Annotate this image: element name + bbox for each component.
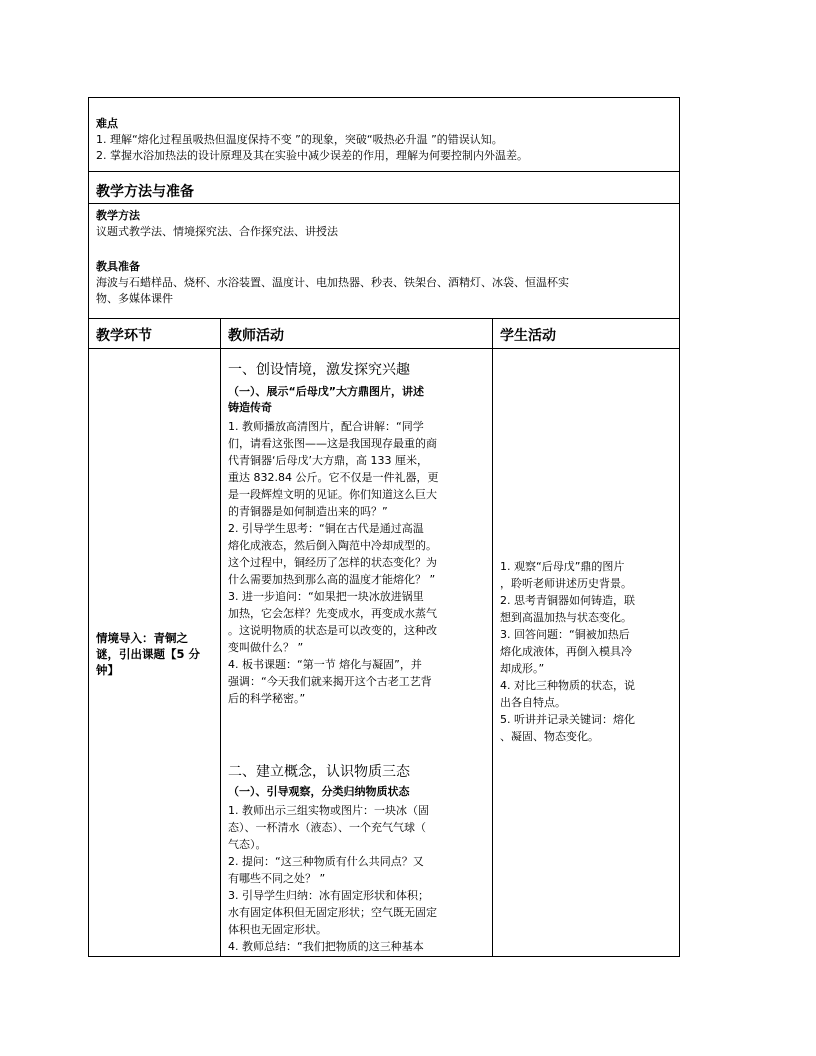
difficulty-item: 2. 掌握水浴加热法的设计原理及其在实验中减少误差的作用，理解为何要控制内外温差。 bbox=[96, 149, 528, 162]
teacher-line: 体积也无固定形状。 bbox=[228, 923, 327, 936]
teacher-line: 们，请看这张图——这是我国现存最重的商 bbox=[228, 437, 437, 450]
rule-after-methods-title bbox=[88, 203, 680, 204]
teacher-part1-body bbox=[228, 418, 438, 707]
header-stage: 教学环节 bbox=[96, 328, 152, 344]
methods-text: 议题式教学法、情境探究法、合作探究法、讲授法 bbox=[96, 225, 338, 238]
teacher-part2-title: 二、建立概念，认识物质三态 bbox=[228, 764, 410, 780]
teacher-line: 3. 引导学生归纳：冰有固定形状和体积； bbox=[228, 889, 429, 902]
teacher-line: 3. 进一步追问：“如果把一块冰放进锅里 bbox=[228, 590, 424, 603]
teacher-line: 气态）。 bbox=[228, 838, 267, 851]
teacher-line: 什么需要加热到那么高的温度才能熔化？ ” bbox=[228, 573, 436, 586]
prep-text: 物、多媒体课件 bbox=[96, 292, 173, 305]
stage-line: 谜，引出课题【5 分 bbox=[96, 647, 201, 661]
teacher-line: 4. 教师总结：“我们把物质的这三种基本 bbox=[228, 940, 424, 953]
student-line: 4. 对比三种物质的状态，说 bbox=[500, 679, 635, 692]
teacher-part2-body bbox=[228, 802, 437, 955]
teacher-part1-subtitle bbox=[228, 384, 424, 416]
teacher-line: 加热，它会怎样？先变成水，再变成水蒸气 bbox=[228, 607, 437, 620]
teacher-line: 1. 教师出示三组实物或图片：一块冰（固 bbox=[228, 804, 429, 817]
column-divider-1 bbox=[220, 318, 221, 957]
teacher-line: 熔化成液态，然后倒入陶范中冷却成型的。 bbox=[228, 539, 437, 552]
rule-after-difficulty bbox=[88, 171, 680, 172]
teacher-line: 态）、一杯清水（液态）、一个充气气球（ bbox=[228, 821, 426, 834]
teacher-line: 2. 引导学生思考：“铜在古代是通过高温 bbox=[228, 522, 424, 535]
stage-line: 情境导入：青铜之 bbox=[96, 631, 188, 645]
teacher-line: 2. 提问：“这三种物质有什么共同点？又 bbox=[228, 855, 424, 868]
difficulty-block bbox=[96, 116, 528, 164]
teacher-line: 是一段辉煌文明的见证。你们知道这么巨大 bbox=[228, 488, 437, 501]
student-line: 想到高温加热与状态变化。 bbox=[500, 611, 632, 624]
student-line: 3. 回答问题：“铜被加热后 bbox=[500, 628, 630, 641]
teacher-line: 重达 832.84 公斤。它不仅是一件礼器，更 bbox=[228, 471, 439, 484]
teacher-line: 1. 教师播放高清图片，配合讲解：“同学 bbox=[228, 420, 424, 433]
prep-heading: 教具准备 bbox=[96, 260, 140, 273]
teacher-line: 有哪些不同之处？ ” bbox=[228, 872, 326, 885]
methods-section-title: 教学方法与准备 bbox=[96, 184, 194, 200]
column-divider-2 bbox=[492, 318, 493, 957]
student-line: 5. 听讲并记录关键词：熔化 bbox=[500, 713, 635, 726]
student-line: 出各自特点。 bbox=[500, 696, 566, 709]
stage-cell bbox=[96, 630, 200, 678]
student-line: 却成形。” bbox=[500, 662, 545, 675]
header-student: 学生活动 bbox=[500, 328, 556, 344]
teacher-line: 的青铜器是如何制造出来的吗？” bbox=[228, 505, 388, 518]
difficulty-heading: 难点 bbox=[96, 117, 118, 130]
teacher-line: 这个过程中，铜经历了怎样的状态变化？为 bbox=[228, 556, 437, 569]
rule-after-table-header bbox=[88, 348, 680, 349]
teacher-part2-subtitle: （一）、引导观察，分类归纳物质状态 bbox=[228, 785, 410, 798]
teacher-line: 4. 板书课题：“第一节 熔化与凝固”，并 bbox=[228, 658, 422, 671]
stage-line: 钟】 bbox=[96, 663, 119, 677]
student-cell bbox=[500, 558, 635, 745]
student-line: 2. 思考青铜器如何铸造，联 bbox=[500, 594, 635, 607]
prep-block bbox=[96, 259, 569, 307]
teacher-line: 后的科学秘密。” bbox=[228, 692, 306, 705]
header-teacher: 教师活动 bbox=[228, 328, 284, 344]
student-line: 1. 观察“后母戊”鼎的图片 bbox=[500, 560, 625, 573]
subtitle-line: （一）、展示“后母戊”大方鼎图片，讲述 bbox=[228, 385, 424, 398]
teacher-line: 强调：“今天我们就来揭开这个古老工艺背 bbox=[228, 675, 432, 688]
student-line: ，聆听老师讲述历史背景。 bbox=[500, 577, 632, 590]
methods-block bbox=[96, 208, 338, 240]
teacher-line: 水有固定体积但无固定形状；空气既无固定 bbox=[228, 906, 437, 919]
teacher-line: 变叫做什么？ ” bbox=[228, 641, 304, 654]
teacher-part1-title: 一、创设情境，激发探究兴趣 bbox=[228, 362, 410, 378]
rule-after-prep bbox=[88, 318, 680, 319]
prep-text: 海波与石蜡样品、烧杯、水浴装置、温度计、电加热器、秒表、铁架台、酒精灯、冰袋、恒温杯实 bbox=[96, 276, 569, 289]
teacher-line: 。这说明物质的状态是可以改变的，这种改 bbox=[228, 624, 437, 637]
difficulty-item: 1. 理解“熔化过程虽吸热但温度保持不变 ”的现象，突破“吸热必升温 ”的错误认知。 bbox=[96, 133, 503, 146]
student-line: 、凝固、物态变化。 bbox=[500, 730, 599, 743]
subtitle-line: 铸造传奇 bbox=[228, 401, 272, 414]
student-line: 熔化成液体，再倒入模具冷 bbox=[500, 645, 632, 658]
methods-heading: 教学方法 bbox=[96, 209, 140, 222]
teacher-line: 代青铜器‘后母戊’大方鼎，高 133 厘米， bbox=[228, 454, 428, 467]
